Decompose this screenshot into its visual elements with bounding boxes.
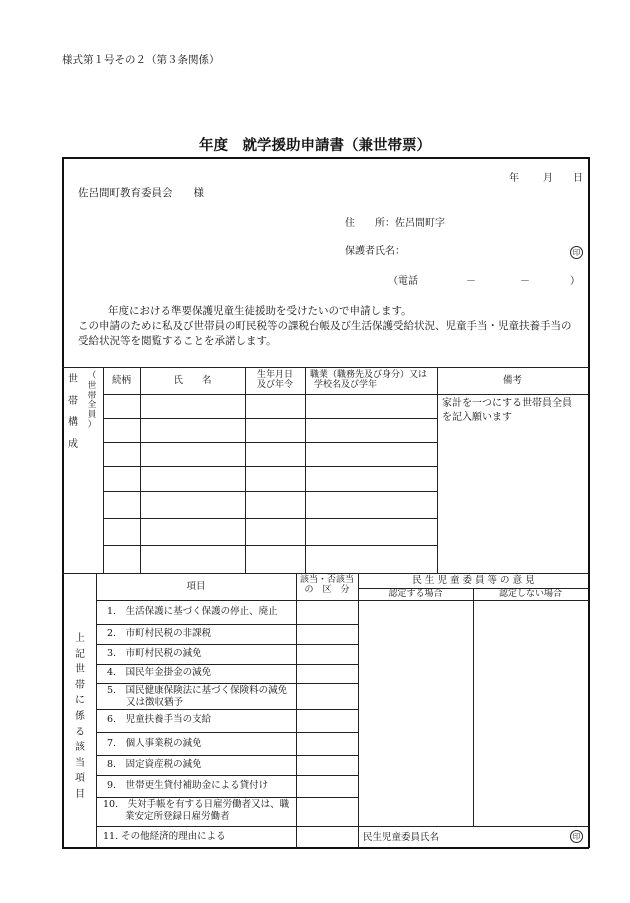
applies-cell-7[interactable] bbox=[297, 733, 358, 755]
household-cell-occupation[interactable] bbox=[306, 519, 437, 545]
applies-cell-5[interactable] bbox=[297, 684, 358, 709]
statement-line-3: 受給状況等を閲覧することを承諾します。 bbox=[78, 335, 277, 347]
applies-cell-3[interactable] bbox=[297, 645, 358, 664]
household-cell-birth[interactable] bbox=[246, 519, 305, 545]
household-col-line bbox=[437, 367, 438, 573]
household-cell-occupation[interactable] bbox=[306, 395, 437, 418]
household-cell-birth[interactable] bbox=[246, 395, 305, 418]
criteria-header-item: 項目 bbox=[186, 581, 206, 592]
household-cell-name[interactable] bbox=[141, 443, 245, 466]
household-cell-birth[interactable] bbox=[246, 467, 305, 491]
applies-cell-6[interactable] bbox=[297, 710, 358, 732]
frame-bottom bbox=[62, 847, 589, 849]
criteria-item-8: 8. 固定資産税の減免 bbox=[107, 759, 202, 770]
statement-line-1: 年度における準要保護児童生徒援助を受けたいので申請します。 bbox=[108, 305, 412, 317]
household-top-border bbox=[62, 367, 589, 368]
date-day: 日 bbox=[573, 173, 583, 184]
applies-cell-2[interactable] bbox=[297, 625, 358, 644]
date-month: 月 bbox=[543, 173, 553, 184]
criteria-header-approve: 認定する場合 bbox=[388, 589, 443, 599]
phone-dash-1: － bbox=[466, 276, 476, 287]
household-cell-name[interactable] bbox=[141, 467, 245, 491]
frame-right bbox=[588, 157, 590, 848]
guardian-name-label: 保護者氏名： bbox=[345, 246, 405, 257]
criteria-item-4: 4. 国民年金掛金の減免 bbox=[107, 667, 212, 678]
applies-cell-9[interactable] bbox=[297, 776, 358, 797]
criteria-item-11: 11. その他経済的理由による bbox=[103, 831, 226, 842]
household-cell-birth[interactable] bbox=[246, 443, 305, 466]
frame-top bbox=[62, 157, 589, 159]
col-header-name: 氏 名 bbox=[173, 375, 212, 386]
criteria-item-6: 6. 児童扶養手当の支給 bbox=[107, 714, 212, 725]
statement-line-2: この申請のために私及び世帯員の町民税等の課税台帳及び生活保護受給状況、児童手当・児童扶養手当の bbox=[78, 320, 572, 332]
applies-cell-1[interactable] bbox=[297, 601, 358, 624]
applies-cell-10[interactable] bbox=[297, 798, 358, 826]
address-label: 住 所：佐呂間町字 bbox=[345, 218, 445, 229]
criteria-item-2: 2. 市町村民税の非課税 bbox=[107, 628, 212, 639]
criteria-side-label: 上 記 世 帯 に 係 る 該 当 項 目 bbox=[75, 633, 85, 800]
page-title: 年度 就学援助申請書（兼世帯票） bbox=[199, 137, 431, 154]
household-side-label: 世 帯 構 成 bbox=[68, 374, 78, 450]
applies-cell-4[interactable] bbox=[297, 665, 358, 683]
household-cell-birth[interactable] bbox=[246, 419, 305, 442]
criteria-item-7: 7. 個人事業税の減免 bbox=[107, 738, 202, 749]
commissioner-name-label: 民生児童委員氏名 bbox=[363, 832, 440, 843]
date-year: 年 bbox=[509, 173, 519, 184]
criteria-header-not-approve: 認定しない場合 bbox=[498, 589, 562, 599]
col-header-occupation: 職業（職務先及び身分）又は 学校名及び学年 bbox=[310, 370, 428, 391]
household-cell-name[interactable] bbox=[141, 395, 245, 418]
household-cell-name[interactable] bbox=[141, 419, 245, 442]
household-cell-occupation[interactable] bbox=[306, 419, 437, 442]
phone-dash-2: － bbox=[520, 276, 530, 287]
criteria-header-opinion: 民 生 児 童 委 員 等 の 意 見 bbox=[412, 575, 535, 586]
frame-left bbox=[62, 157, 64, 848]
criteria-col-line bbox=[96, 573, 97, 848]
criteria-item-5: 5. 国民健康保険法に基づく保険料の減免 又は徴収猶予 bbox=[107, 685, 288, 708]
criteria-header-applies: 該当・否該当 の 区 分 bbox=[299, 575, 354, 596]
col-header-birth: 生年月日 及び年令 bbox=[256, 370, 293, 391]
household-cell-name[interactable] bbox=[141, 492, 245, 518]
criteria-item-1: 1. 生活保護に基づく保護の停止、廃止 bbox=[107, 606, 278, 617]
criteria-item-10: 10. 失対手帳を有する日雇労働者又は、職 業安定所登録日雇労働者 bbox=[103, 799, 290, 822]
household-cell-relation[interactable] bbox=[104, 395, 140, 418]
criteria-item-3: 3. 市町村民税の減免 bbox=[107, 648, 202, 659]
applies-cell-8[interactable] bbox=[297, 756, 358, 775]
col-header-remarks: 備考 bbox=[502, 375, 522, 386]
not-approve-opinion-field[interactable] bbox=[474, 601, 588, 826]
form-number: 様式第１号その２（第３条関係） bbox=[62, 54, 220, 66]
household-cell-occupation[interactable] bbox=[306, 546, 437, 573]
household-cell-relation[interactable] bbox=[104, 546, 140, 573]
household-cell-birth[interactable] bbox=[246, 546, 305, 573]
household-cell-occupation[interactable] bbox=[306, 492, 437, 518]
household-cell-name[interactable] bbox=[141, 546, 245, 573]
phone-close: ） bbox=[570, 276, 580, 287]
household-cell-relation[interactable] bbox=[104, 467, 140, 491]
remarks-note: 家計を一つにする世帯員全員 を記入願います bbox=[442, 398, 572, 423]
household-cell-occupation[interactable] bbox=[306, 467, 437, 491]
applies-cell-11[interactable] bbox=[297, 827, 358, 847]
household-cell-relation[interactable] bbox=[104, 419, 140, 442]
household-cell-relation[interactable] bbox=[104, 492, 140, 518]
criteria-top-border bbox=[62, 573, 589, 574]
guardian-seal-icon: 印 bbox=[570, 246, 583, 259]
commissioner-seal-icon: 印 bbox=[570, 830, 583, 843]
addressee: 佐呂間町教育委員会 様 bbox=[78, 187, 204, 199]
household-cell-relation[interactable] bbox=[104, 519, 140, 545]
criteria-item-9: 9. 世帯更生貸付補助金による貸付け bbox=[107, 780, 269, 791]
household-cell-relation[interactable] bbox=[104, 443, 140, 466]
phone-open: （電話 bbox=[388, 276, 418, 287]
approve-opinion-field[interactable] bbox=[359, 601, 473, 826]
household-cell-birth[interactable] bbox=[246, 492, 305, 518]
household-paren-label: （ 世 帯 全 員 ） bbox=[87, 371, 97, 430]
household-cell-occupation[interactable] bbox=[306, 443, 437, 466]
col-header-relation: 続柄 bbox=[111, 375, 131, 386]
household-cell-name[interactable] bbox=[141, 519, 245, 545]
